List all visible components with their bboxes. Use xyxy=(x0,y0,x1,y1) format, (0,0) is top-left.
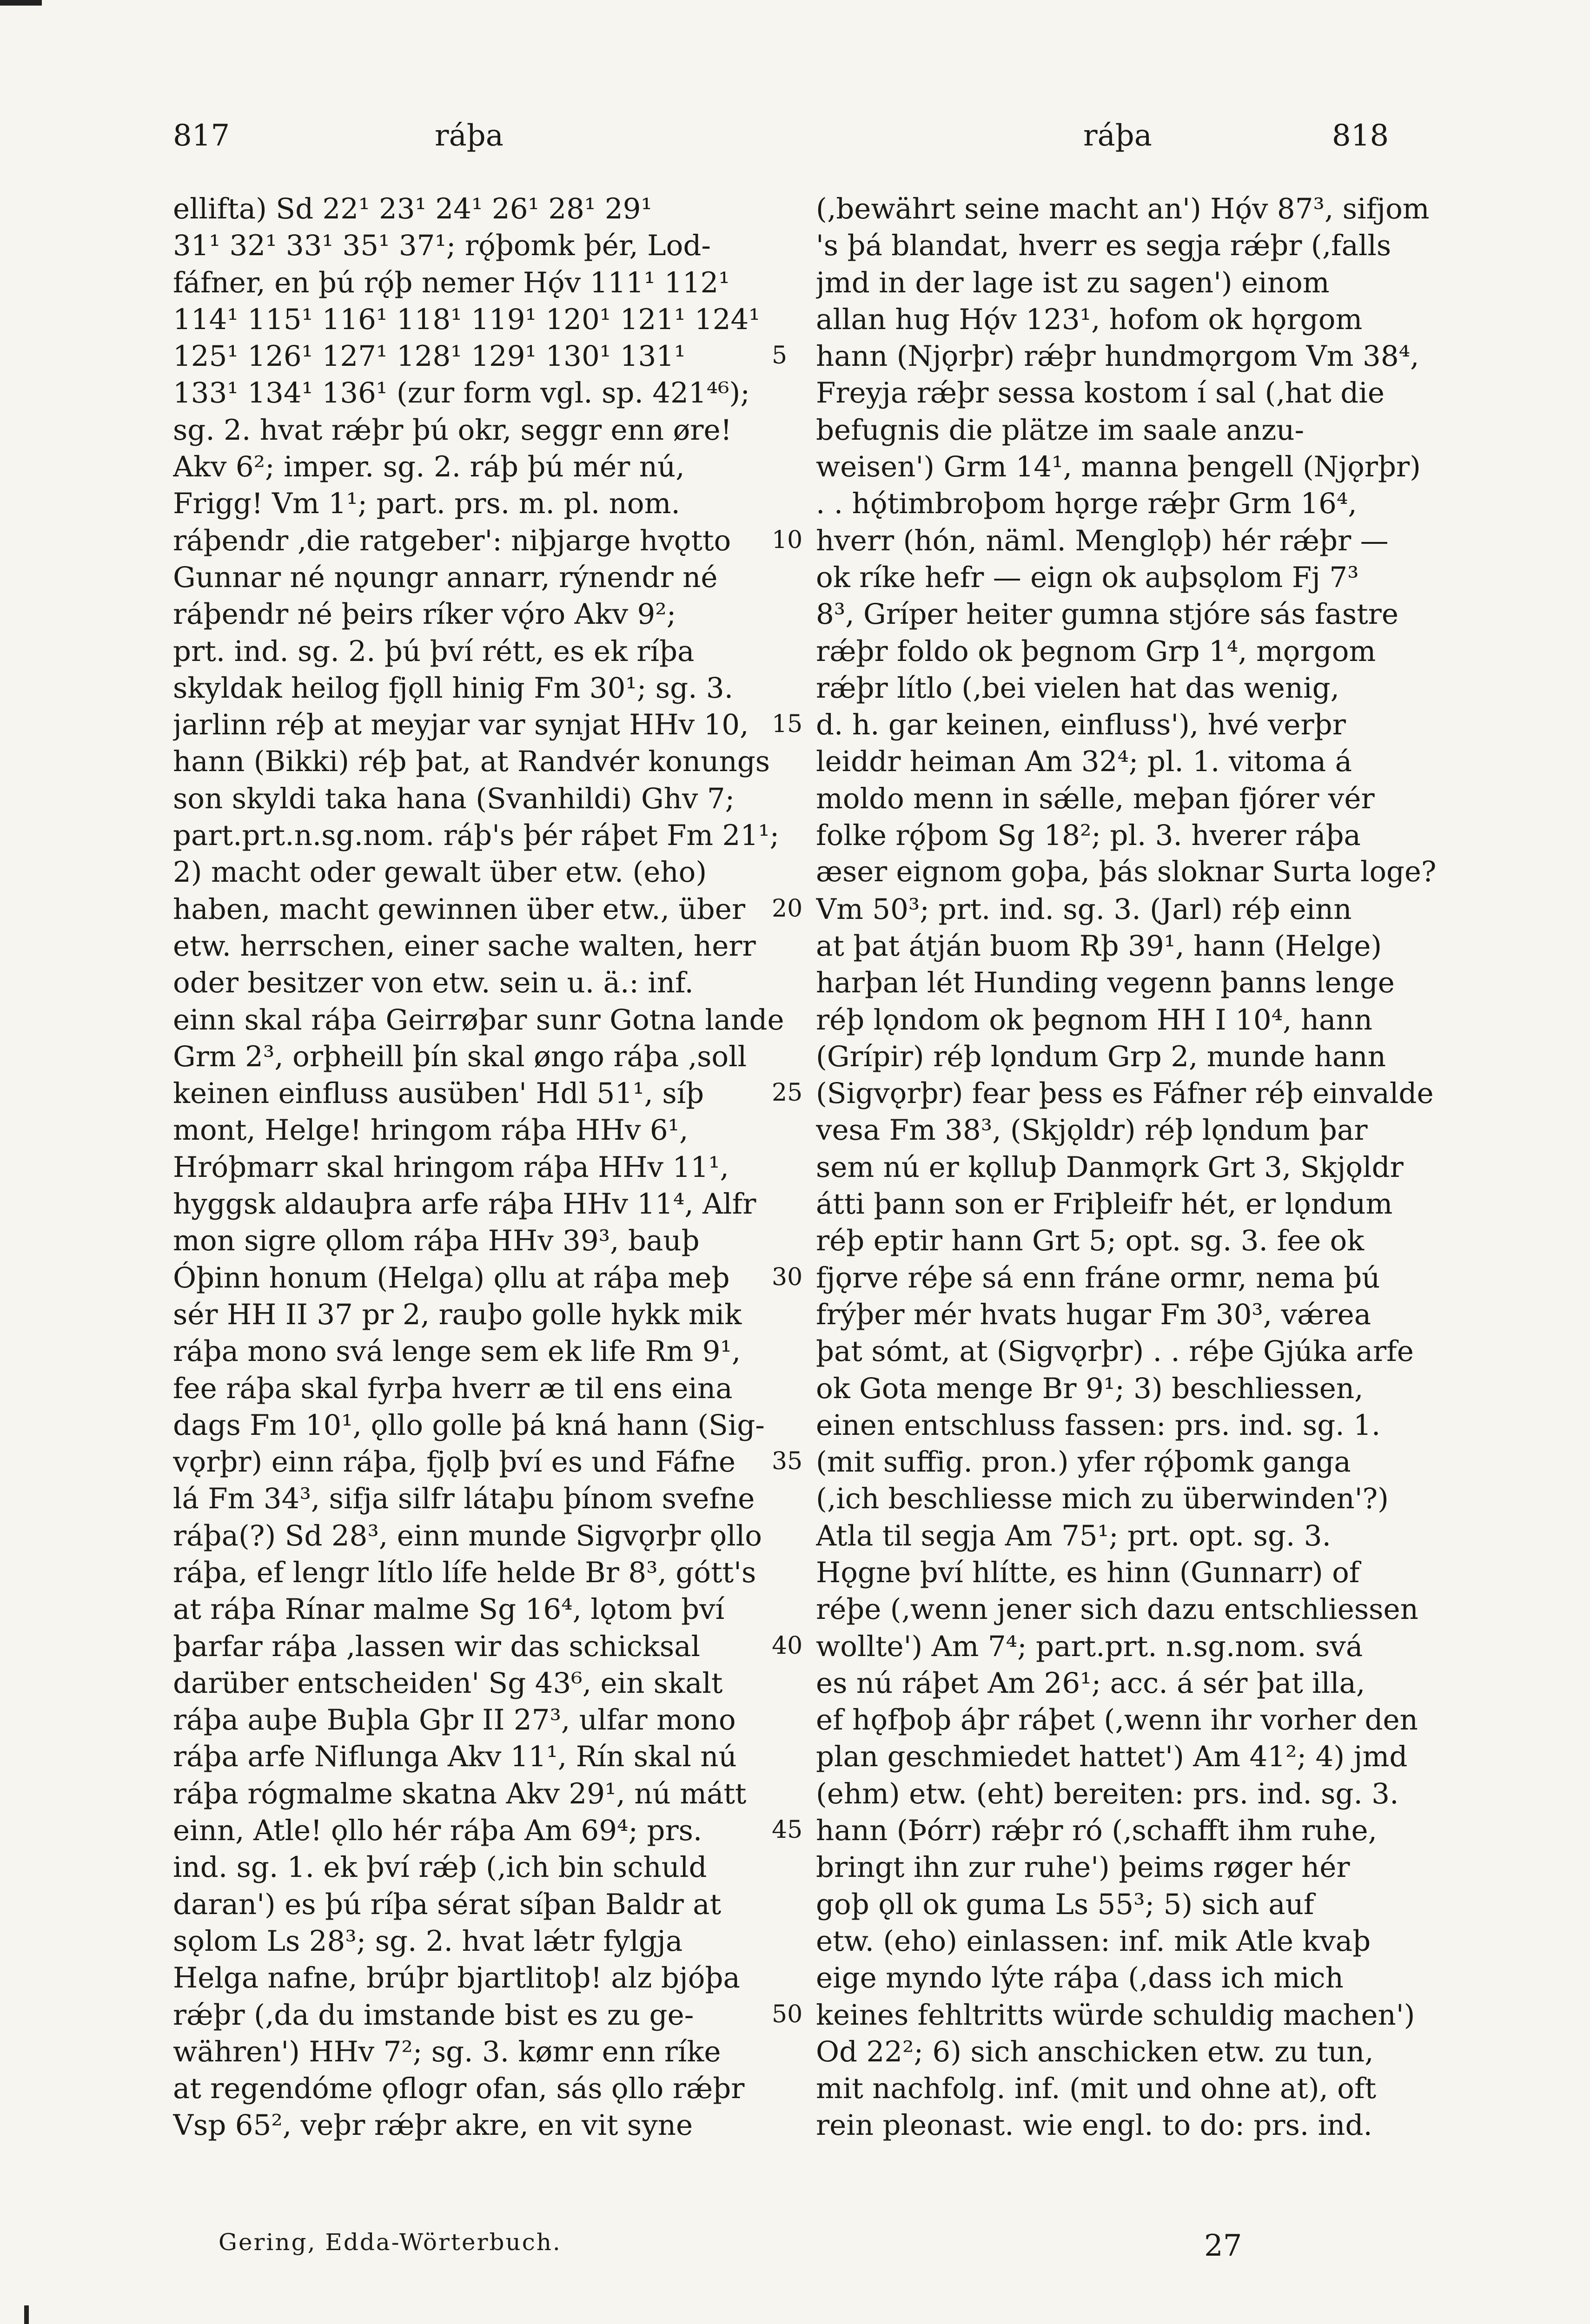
text-line: etw. herrschen, einer sache walten, herr xyxy=(173,929,756,963)
text-line: wollte') Am 7⁴; part.prt. n.sg.nom. svá xyxy=(816,1630,1363,1663)
text-line: daran') es þú ríþa sérat síþan Baldr at xyxy=(173,1888,722,1921)
text-line: (Grípir) réþ lǫndum Grp 2, munde hann xyxy=(816,1040,1386,1073)
line-number: 40 xyxy=(772,1631,803,1660)
text-line: ráþa rógmalme skatna Akv 29¹, nú mátt xyxy=(173,1777,747,1810)
text-line: hann (Þórr) rǽþr ró (‚schafft ihm ruhe, xyxy=(816,1814,1378,1848)
text-line: mont, Helge! hringom ráþa HHv 6¹, xyxy=(173,1114,689,1147)
line-number: 5 xyxy=(772,342,788,370)
text-line: part.prt.n.sg.nom. ráþ's þér ráþet Fm 21¹; xyxy=(173,819,780,852)
text-line: ráþendr ‚die ratgeber': niþjarge hvǫtto xyxy=(173,524,731,557)
text-line: 114¹ 115¹ 116¹ 118¹ 119¹ 120¹ 121¹ 124¹ xyxy=(173,303,760,336)
text-line: Atla til segja Am 75¹; prt. opt. sg. 3. xyxy=(816,1519,1332,1552)
left-page-number: 817 xyxy=(173,119,230,153)
text-line: ok Gota menge Br 9¹; 3) beschliessen, xyxy=(816,1372,1364,1405)
text-line: Helga nafne, brúþr bjartlitoþ! alz bjóþa xyxy=(173,1961,740,1995)
line-number: 15 xyxy=(772,710,803,739)
text-line: harþan lét Hunding vegenn þanns lenge xyxy=(816,966,1395,1000)
text-line: Grm 2³, orþheill þín skal øngo ráþa ‚soll xyxy=(173,1040,747,1073)
left-running-headword: ráþa xyxy=(435,119,504,153)
text-line: etw. (eho) einlassen: inf. mik Atle kvaþ xyxy=(816,1924,1371,1958)
text-line: währen') HHv 7²; sg. 3. kømr enn ríke xyxy=(173,2035,721,2068)
text-line: ráþa auþe Buþla Gþr II 27³, ulfar mono xyxy=(173,1703,736,1737)
text-line: fjǫrve réþe sá enn fráne ormr, nema þú xyxy=(816,1261,1380,1294)
text-line: moldo menn in sǽlle, meþan fjórer vér xyxy=(816,782,1375,815)
text-line: (Sigvǫrþr) fear þess es Fáfner réþ einvalde xyxy=(816,1077,1434,1110)
text-line: réþe (‚wenn jener sich dazu entschliessen xyxy=(816,1593,1418,1626)
text-line: Gunnar né nǫungr annarr, rýnendr né xyxy=(173,561,718,594)
text-line: oder besitzer von etw. sein u. ä.: inf. xyxy=(173,966,694,1000)
text-line: sg. 2. hvat rǽþr þú okr, seggr enn øre! xyxy=(173,413,732,447)
line-number: 35 xyxy=(772,1447,803,1476)
text-line: hyggsk aldauþra arfe ráþa HHv 11⁴, Alfr xyxy=(173,1188,756,1221)
text-line: Frigg! Vm 1¹; part. prs. m. pl. nom. xyxy=(173,487,680,521)
right-running-headword: ráþa xyxy=(1083,119,1152,153)
text-line: goþ ǫll ok guma Ls 55³; 5) sich auf xyxy=(816,1888,1314,1921)
text-line: (ehm) etw. (eht) bereiten: prs. ind. sg. 3. xyxy=(816,1777,1399,1810)
text-line: rein pleonast. wie engl. to do: prs. ind. xyxy=(816,2109,1372,2142)
text-line: hann (Bikki) réþ þat, at Randvér konungs xyxy=(173,745,770,779)
text-line: prt. ind. sg. 2. þú því rétt, es ek ríþa xyxy=(173,634,695,668)
text-line: weisen') Grm 14¹, manna þengell (Njǫrþr) xyxy=(816,450,1421,484)
text-line: keines fehltritts würde schuldig machen') xyxy=(816,1998,1415,2032)
text-line: ind. sg. 1. ek því rǽþ (‚ich bin schuld xyxy=(173,1851,707,1884)
text-line: æser eignom goþa, þás sloknar Surta loge? xyxy=(816,856,1437,889)
text-line: allan hug Hǫ́v 123¹, hofom ok hǫrgom xyxy=(816,303,1363,336)
text-line: sem nú er kǫlluþ Danmǫrk Grt 3, Skjǫldr xyxy=(816,1150,1404,1184)
text-line: son skyldi taka hana (Svanhildi) Ghv 7; xyxy=(173,782,735,815)
text-line: darüber entscheiden' Sg 43⁶, ein skalt xyxy=(173,1666,723,1700)
text-line: d. h. gar keinen, einfluss'), hvé verþr xyxy=(816,708,1346,742)
text-line: Óþinn honum (Helga) ǫllu at ráþa meþ xyxy=(173,1261,730,1294)
text-line: at þat átján buom Rþ 39¹, hann (Helge) xyxy=(816,929,1382,963)
text-line: mit nachfolg. inf. (mit und ohne at), oft xyxy=(816,2072,1377,2106)
text-line: sér HH II 37 pr 2, rauþo golle hykk mik xyxy=(173,1298,742,1331)
scan-edge-mark xyxy=(0,0,42,6)
text-line: (‚ich beschliesse mich zu überwinden'?) xyxy=(816,1482,1389,1516)
text-line: Hǫgne því hlítte, es hinn (Gunnarr) of xyxy=(816,1556,1360,1589)
text-line: plan geschmiedet hattet') Am 41²; 4) jmd xyxy=(816,1740,1408,1774)
text-line: sǫlom Ls 28³; sg. 2. hvat lǽtr fylgja xyxy=(173,1924,683,1958)
line-number: 50 xyxy=(772,2000,803,2028)
text-line: 2) macht oder gewalt über etw. (eho) xyxy=(173,856,707,889)
text-line: (‚bewährt seine macht an') Hǫ́v 87³, sifjom xyxy=(816,192,1430,225)
text-line: 8³, Gríper heiter gumna stjóre sás fastre xyxy=(816,598,1398,631)
text-line: ráþa(?) Sd 28³, einn munde Sigvǫrþr ǫllo xyxy=(173,1519,762,1552)
line-number: 10 xyxy=(772,526,803,554)
text-line: Vsp 65², veþr rǽþr akre, en vit syne xyxy=(173,2109,693,2142)
text-line: Vm 50³; prt. ind. sg. 3. (Jarl) réþ einn xyxy=(816,892,1352,926)
text-line: fáfner, en þú rǫ́þ nemer Hǫ́v 111¹ 112¹ xyxy=(173,266,730,299)
text-line: átti þann son er Friþleifr hét, er lǫndum xyxy=(816,1188,1393,1221)
text-line: 125¹ 126¹ 127¹ 128¹ 129¹ 130¹ 131¹ xyxy=(173,340,686,373)
text-line: ok ríke hefr — eign ok auþsǫlom Fj 7³ xyxy=(816,561,1359,594)
text-line: at regendóme ǫflogr ofan, sás ǫllo rǽþr xyxy=(173,2072,745,2106)
text-line: jmd in der lage ist zu sagen') einom xyxy=(816,266,1330,299)
line-number: 25 xyxy=(772,1079,803,1107)
text-line: Hróþmarr skal hringom ráþa HHv 11¹, xyxy=(173,1150,729,1184)
text-line: dags Fm 10¹, ǫllo golle þá kná hann (Sig- xyxy=(173,1408,765,1442)
text-line: fee ráþa skal fyrþa hverr æ til ens eina xyxy=(173,1372,733,1405)
signature-mark: 27 xyxy=(1204,2229,1242,2263)
text-line: einn, Atle! ǫllo hér ráþa Am 69⁴; prs. xyxy=(173,1814,702,1848)
text-line: ráþa mono svá lenge sem ek life Rm 9¹, xyxy=(173,1335,741,1368)
text-line: . . hǫ́timbroþom hǫrge rǽþr Grm 16⁴, xyxy=(816,487,1357,521)
text-line: 133¹ 134¹ 136¹ (zur form vgl. sp. 421⁴⁶); xyxy=(173,376,750,410)
text-line: ráþa arfe Niflunga Akv 11¹, Rín skal nú xyxy=(173,1740,737,1774)
text-line: skyldak heilog fjǫll hinig Fm 30¹; sg. 3. xyxy=(173,671,734,705)
text-line: rǽþr (‚da du imstande bist es zu ge- xyxy=(173,1998,694,2032)
text-line: þarfar ráþa ‚lassen wir das schicksal xyxy=(173,1630,701,1663)
text-line: mon sigre ǫllom ráþa HHv 39³, bauþ xyxy=(173,1224,700,1258)
text-line: ellifta) Sd 22¹ 23¹ 24¹ 26¹ 28¹ 29¹ xyxy=(173,192,652,225)
line-number: 30 xyxy=(772,1263,803,1291)
text-line: es nú ráþet Am 26¹; acc. á sér þat illa, xyxy=(816,1666,1365,1700)
text-line: haben, macht gewinnen über etw., über xyxy=(173,892,745,926)
line-number: 20 xyxy=(772,894,803,923)
text-line: 31¹ 32¹ 33¹ 35¹ 37¹; rǫ́þomk þér, Lod- xyxy=(173,229,711,263)
text-line: befugnis die plätze im saale anzu- xyxy=(816,413,1305,447)
text-line: einn skal ráþa Geirrøþar sunr Gotna lande xyxy=(173,1003,784,1037)
text-line: réþ lǫndom ok þegnom HH I 10⁴, hann xyxy=(816,1003,1373,1037)
right-page-number: 818 xyxy=(1332,119,1389,153)
text-line: keinen einfluss ausüben' Hdl 51¹, síþ xyxy=(173,1077,704,1110)
text-line: jarlinn réþ at meyjar var synjat HHv 10, xyxy=(173,708,749,742)
source-footer: Gering, Edda-Wörterbuch. xyxy=(219,2229,562,2256)
text-line: réþ eptir hann Grt 5; opt. sg. 3. fee ok xyxy=(816,1224,1365,1258)
right-column xyxy=(816,191,1437,2144)
left-column xyxy=(173,191,794,2144)
text-line: vesa Fm 38³, (Skjǫldr) réþ lǫndum þar xyxy=(816,1114,1368,1147)
text-line: hverr (hón, näml. Menglǫþ) hér rǽþr — xyxy=(816,524,1389,557)
text-line: rǽþr foldo ok þegnom Grp 1⁴, mǫrgom xyxy=(816,634,1376,668)
text-line: 's þá blandat, hverr es segja rǽþr (‚falls xyxy=(816,229,1391,263)
text-line: folke rǫ́þom Sg 18²; pl. 3. hverer ráþa xyxy=(816,819,1361,852)
text-line: Akv 6²; imper. sg. 2. ráþ þú mér nú, xyxy=(173,450,685,484)
text-line: ef hǫfþoþ áþr ráþet (‚wenn ihr vorher den xyxy=(816,1703,1418,1737)
line-number: 45 xyxy=(772,1816,803,1844)
text-line: ráþendr né þeirs ríker vǫ́ro Akv 9²; xyxy=(173,598,676,631)
text-line: frýþer mér hvats hugar Fm 30³, vǽrea xyxy=(816,1298,1371,1331)
text-line: vǫrþr) einn ráþa, fjǫlþ því es und Fáfne xyxy=(173,1446,735,1479)
text-line: þat sómt, at (Sigvǫrþr) . . réþe Gjúka arfe xyxy=(816,1335,1414,1368)
text-line: eige myndo lýte ráþa (‚dass ich mich xyxy=(816,1961,1344,1995)
text-line: (mit suffig. pron.) yfer rǫ́þomk ganga xyxy=(816,1446,1351,1479)
text-line: leiddr heiman Am 32⁴; pl. 1. vitoma á xyxy=(816,745,1352,779)
text-line: ráþa, ef lengr lítlo lífe helde Br 8³, gótt's xyxy=(173,1556,756,1589)
text-line: Freyja rǽþr sessa kostom í sal (‚hat die xyxy=(816,376,1385,410)
text-line: hann (Njǫrþr) rǽþr hundmǫrgom Vm 38⁴, xyxy=(816,340,1419,373)
scan-edge-mark xyxy=(24,2305,29,2324)
text-line: lá Fm 34³, sifja silfr látaþu þínom svefne xyxy=(173,1482,755,1516)
text-line: einen entschluss fassen: prs. ind. sg. 1. xyxy=(816,1408,1381,1442)
text-line: rǽþr lítlo (‚bei vielen hat das wenig, xyxy=(816,671,1340,705)
text-line: at ráþa Rínar malme Sg 16⁴, lǫtom því xyxy=(173,1593,725,1626)
text-line: Od 22²; 6) sich anschicken etw. zu tun, xyxy=(816,2035,1374,2068)
text-line: bringt ihn zur ruhe') þeims røger hér xyxy=(816,1851,1350,1884)
